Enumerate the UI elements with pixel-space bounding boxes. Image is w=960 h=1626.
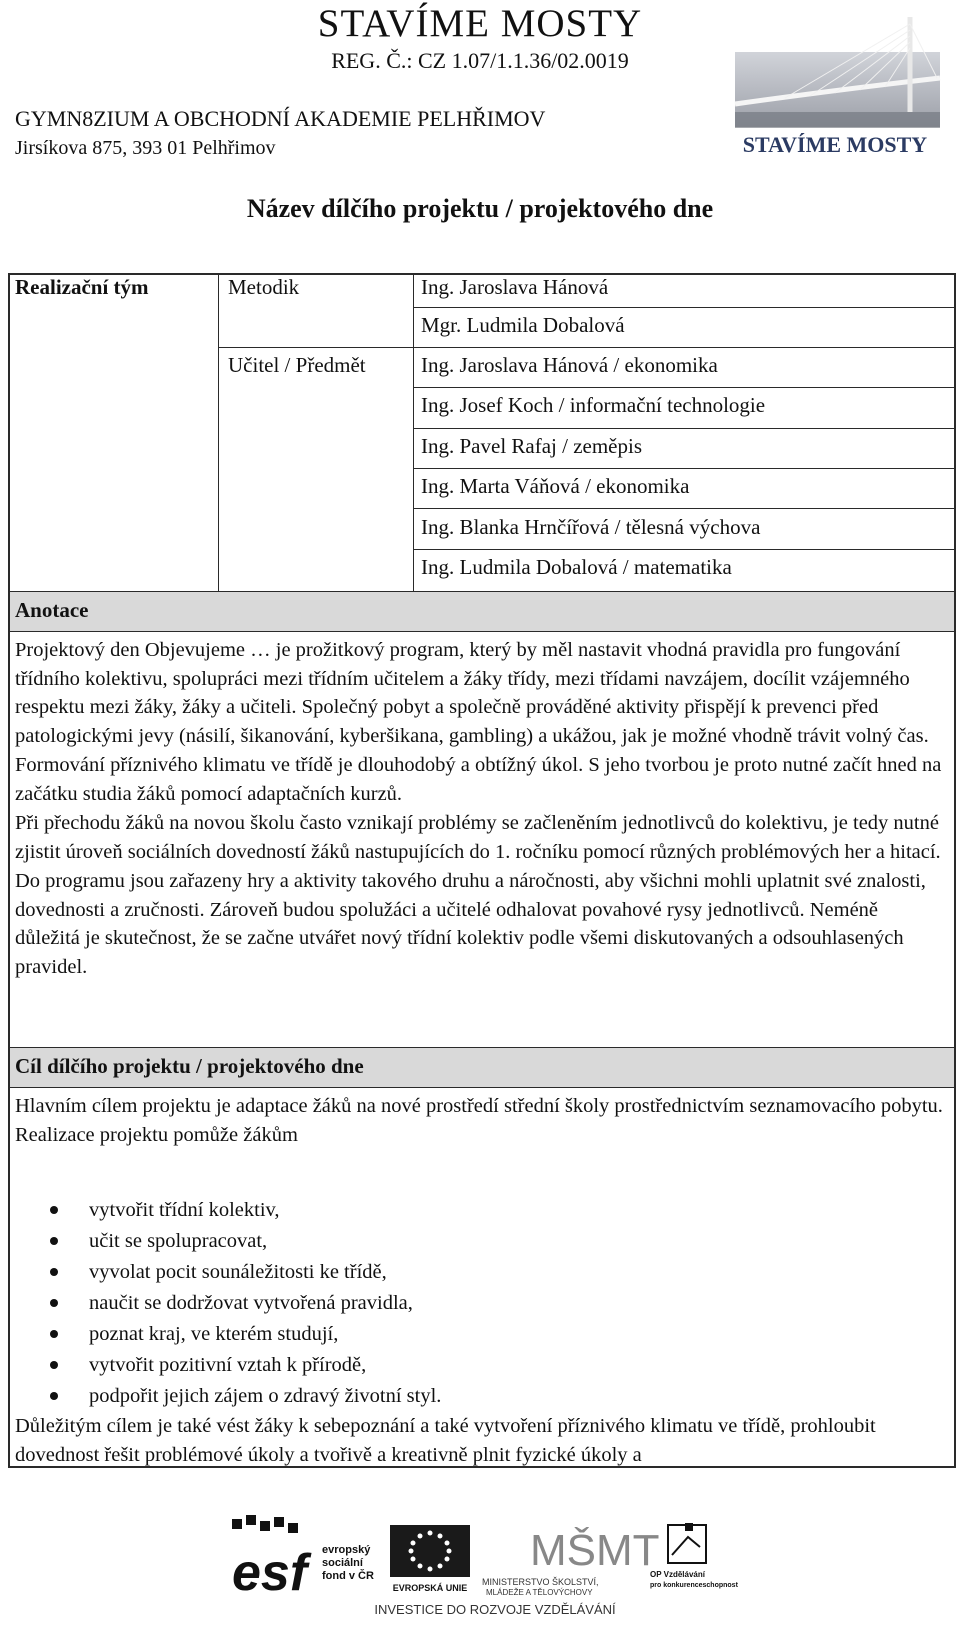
list-item: poznat kraj, ve kterém studují,	[56, 1319, 441, 1350]
anotace-paragraph: Při přechodu žáků na novou školu často vznikají problémy se začleněním jednotlivců do kolektivu, je tedy nutné zjistit úroveň sociálních dovedností žáků nastupujících do 1. ročníku pomocí různých problémových her a hitací.	[15, 812, 941, 863]
teacher-subject: Ing. Pavel Rafaj / zeměpis	[421, 434, 643, 458]
cil-heading: Cíl dílčího projektu / projektového dne	[15, 1054, 364, 1078]
teacher-subject: Ing. Blanka Hrnčířová / tělesná výchova	[421, 515, 761, 539]
esf-text: esf	[232, 1544, 308, 1602]
teacher-subject: Ing. Ludmila Dobalová / matematika	[421, 555, 732, 579]
teacher-subject: Ing. Josef Koch / informační technologie	[421, 393, 766, 417]
anotace-heading: Anotace	[15, 598, 89, 622]
list-item: podpořit jejich zájem o zdravý životní styl.	[56, 1381, 441, 1412]
school-address: Jirsíkova 875, 393 01 Pelhřimov	[15, 137, 276, 159]
team-label: Realizační tým	[15, 275, 149, 299]
bullet-icon	[50, 1392, 58, 1400]
bullet-icon	[50, 1330, 58, 1338]
cil-outro: Důležitým cílem je také vést žáky k sebepoznání a také vytvoření příznivého klimatu ve třídě, prohloubit dovednost řešit problémové úkoly a tvořivě a kreativně plnit fyzické úkoly a	[15, 1415, 876, 1466]
goal-list	[56, 1195, 441, 1412]
list-item: vytvořit pozitivní vztah k přírodě,	[56, 1350, 441, 1381]
eu-flag-logo	[390, 1525, 470, 1593]
metodik-name: Ing. Jaroslava Hánová	[421, 275, 609, 299]
svg-text:EVROPSKÁ UNIE: EVROPSKÁ UNIE	[392, 1583, 468, 1593]
bullet-icon	[50, 1206, 58, 1214]
svg-text:MINISTERSTVO ŠKOLSTVÍ,: MINISTERSTVO ŠKOLSTVÍ,	[482, 1577, 599, 1587]
anotace-paragraph: Projektový den Objevujeme … je prožitkový program, který by měl nastavit vhodná pravidla pro fungování třídního kolektivu, spolupráci mezi třídním učitelem a žáky třídy, mezi třídami navzájem, docílit vzájemného respektu mezi žáky, žáky a učiteli. Společný pobyt a společně prováděné aktivity přispějí k prevenci před patologickými jevy (násilí, šikanování, kyberšikana, gambling) a ukážou, jak je možné vhodně trávit volný čas.	[15, 639, 929, 747]
funding-logos	[230, 1515, 760, 1620]
list-item: vyvolat pocit sounáležitosti ke třídě,	[56, 1257, 441, 1288]
esf-logo	[230, 1515, 374, 1602]
logo-text: STAVÍME MOSTY	[742, 132, 928, 157]
anotace-paragraph: Do programu jsou zařazeny hry a aktivity takového druhu a náročnosti, aby všichni mohli uplatnit své znalosti, dovednosti a zručnosti. Zároveň budou spolužáci a učitelé odhalovat povahové rysy jednotlivců. Neméně důležitá je skutečnost, že se začne utvářet nový třídní kolektiv podle všemi diskutovaných a odsouhlasených pravidel.	[15, 870, 926, 978]
metodik-name: Mgr. Ludmila Dobalová	[421, 313, 625, 337]
registration-number: REG. Č.: CZ 1.07/1.1.36/02.0019	[331, 48, 629, 73]
svg-text:OP Vzdělávání: OP Vzdělávání	[650, 1570, 705, 1579]
footer-slogan: INVESTICE DO ROZVOJE VZDĚLÁVÁNÍ	[374, 1602, 616, 1617]
cil-intro: Hlavním cílem projektu je adaptace žáků na nové prostředí střední školy prostřednictvím seznamovacího pobytu. Realizace projektu pomůže žákům	[15, 1095, 943, 1146]
bridge-logo	[725, 12, 945, 162]
svg-text:evropský: evropský	[322, 1544, 371, 1556]
svg-text:MLÁDEŽE A TĚLOVÝCHOVY: MLÁDEŽE A TĚLOVÝCHOVY	[486, 1588, 593, 1597]
bullet-icon	[50, 1299, 58, 1307]
bullet-icon	[50, 1361, 58, 1369]
teacher-subject: Ing. Jaroslava Hánová / ekonomika	[421, 353, 718, 377]
bullet-icon	[50, 1268, 58, 1276]
project-title: STAVÍME MOSTY	[317, 2, 643, 45]
ucitel-label: Učitel / Předmět	[228, 353, 366, 377]
bullet-icon	[50, 1237, 58, 1245]
list-item: naučit se dodržovat vytvořená pravidla,	[56, 1288, 441, 1319]
msmt-logo	[482, 1525, 660, 1597]
anotace-header-bg	[9, 591, 955, 631]
subproject-title: Název dílčího projektu / projektového dne	[246, 194, 714, 223]
svg-text:fond v ČR: fond v ČR	[322, 1570, 374, 1582]
teacher-subject: Ing. Marta Váňová / ekonomika	[421, 474, 690, 498]
svg-text:pro konkurenceschopnost: pro konkurenceschopnost	[650, 1582, 738, 1589]
school-name: GYMN8ZIUM A OBCHODNÍ AKADEMIE PELHŘIMOV	[15, 106, 546, 131]
metodik-label: Metodik	[228, 275, 300, 299]
msmt-text: MŠMT	[530, 1526, 660, 1575]
list-item: učit se spolupracovat,	[56, 1226, 441, 1257]
svg-text:sociální: sociální	[322, 1557, 363, 1569]
anotace-text	[15, 636, 945, 981]
list-item: vytvořit třídní kolektiv,	[56, 1195, 441, 1226]
op-logo	[650, 1523, 739, 1589]
anotace-paragraph: Formování příznivého klimatu ve třídě je dlouhodobý a obtížný úkol. S jeho tvorbou je proto nutné začít hned na začátku studia žáků pomocí adaptačních kurzů.	[15, 754, 942, 805]
